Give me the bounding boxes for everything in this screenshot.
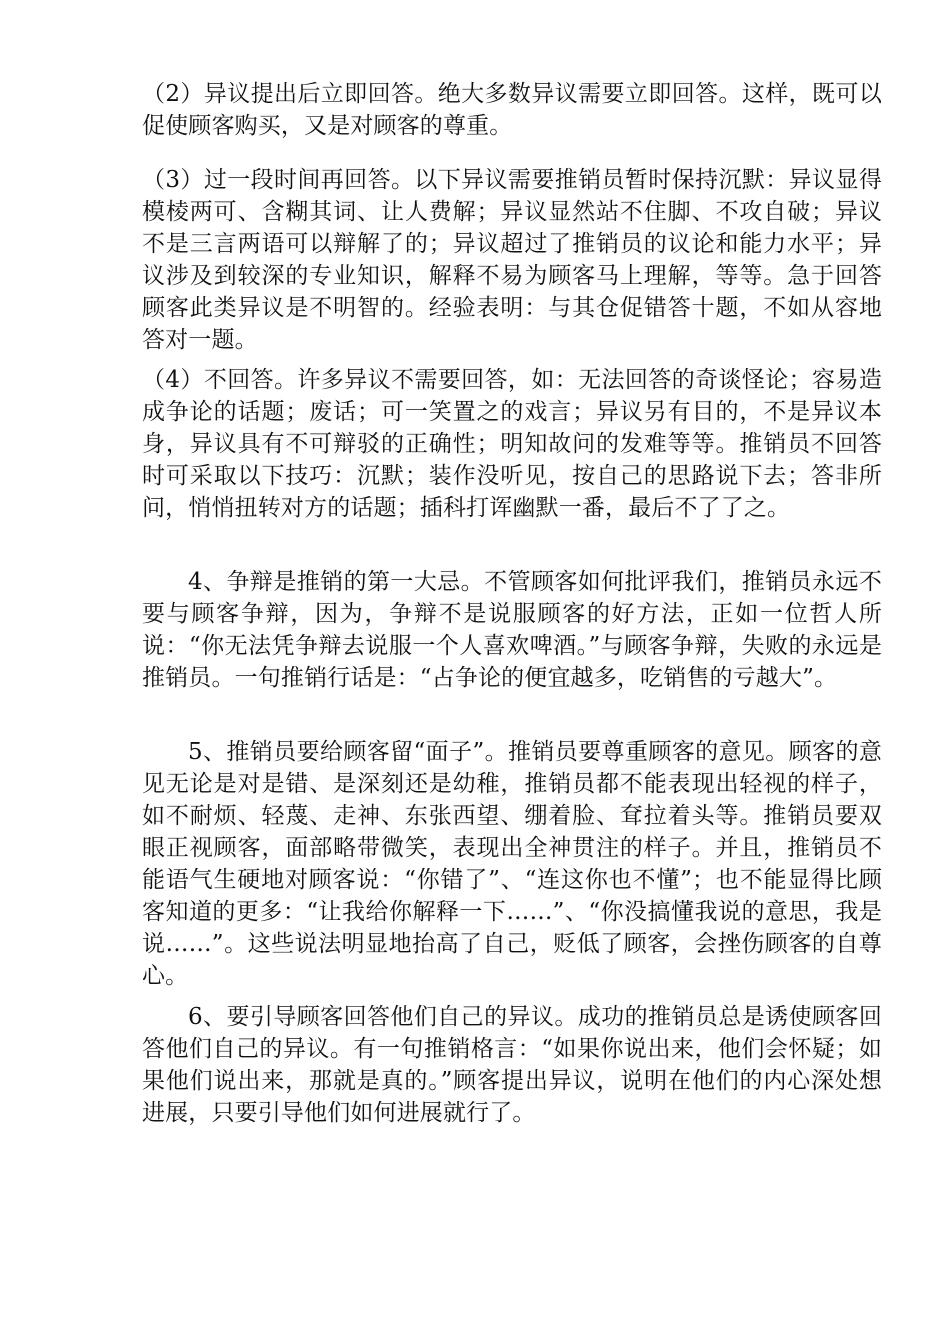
paragraph-guide-customer: 6、要引导顾客回答他们自己的异议。成功的推销员总是诱使顾客回答他们自己的异议。有一句推销格言：“如果你说出来，他们会怀疑；如果他们说出来，那就是真的。”顾客提出异议，说明在他们的内心深处想进展，只要引导他们如何进展就行了。 [142,1004,882,1126]
paragraph-no-answer: （4）不回答。许多异议不需要回答，如：无法回答的奇谈怪论；容易造成争论的话题；废话；可一笑置之的戏言；异议另有目的，不是异议本身，异议具有不可辩驳的正确性；明知故问的发难等等。推销员不回答时可采取以下技巧：沉默；装作没听见，按自己的思路说下去；答非所问，悄悄扭转对方的话题；插科打诨幽默一番，最后不了了之。 [142,367,882,521]
paragraph-give-face: 5、推销员要给顾客留“面子”。推销员要尊重顾客的意见。顾客的意见无论是对是错、是深刻还是幼稚，推销员都不能表现出轻视的样子，如不耐烦、轻蔑、走神、东张西望、绷着脸、耷拉着头等。推销员要双眼正视顾客，面部略带微笑，表现出全神贯注的样子。并且，推销员不能语气生硬地对顾客说：“你错了”、“连这你也不懂”；也不能显得比顾客知道的更多：“让我给你解释一下……”、“你没搞懂我说的意思，我是说……”。这些说法明显地抬高了自己，贬低了顾客，会挫伤顾客的自尊心。 [142,739,882,989]
paragraph-no-argument: 4、争辩是推销的第一大忌。不管顾客如何批评我们，推销员永远不要与顾客争辩，因为，争辩不是说服顾客的好方法，正如一位哲人所说：“你无法凭争辩去说服一个人喜欢啤酒。”与顾客争辩，失败的永远是推销员。一句推销行话是：“占争论的便宜越多，吃销售的亏越大”。 [142,569,882,691]
paragraph-delayed-answer: （3）过一段时间再回答。以下异议需要推销员暂时保持沉默：异议显得模棱两可、含糊其词、让人费解；异议显然站不住脚、不攻自破；异议不是三言两语可以辩解了的；异议超过了推销员的议论和能力水平；异议涉及到较深的专业知识，解释不易为顾客马上理解，等等。急于回答顾客此类异议是不明智的。经验表明：与其仓促错答十题，不如从容地答对一题。 [142,167,882,353]
paragraph-immediate-answer: （2）异议提出后立即回答。绝大多数异议需要立即回答。这样，既可以促使顾客购买，又是对顾客的尊重。 [142,81,882,139]
